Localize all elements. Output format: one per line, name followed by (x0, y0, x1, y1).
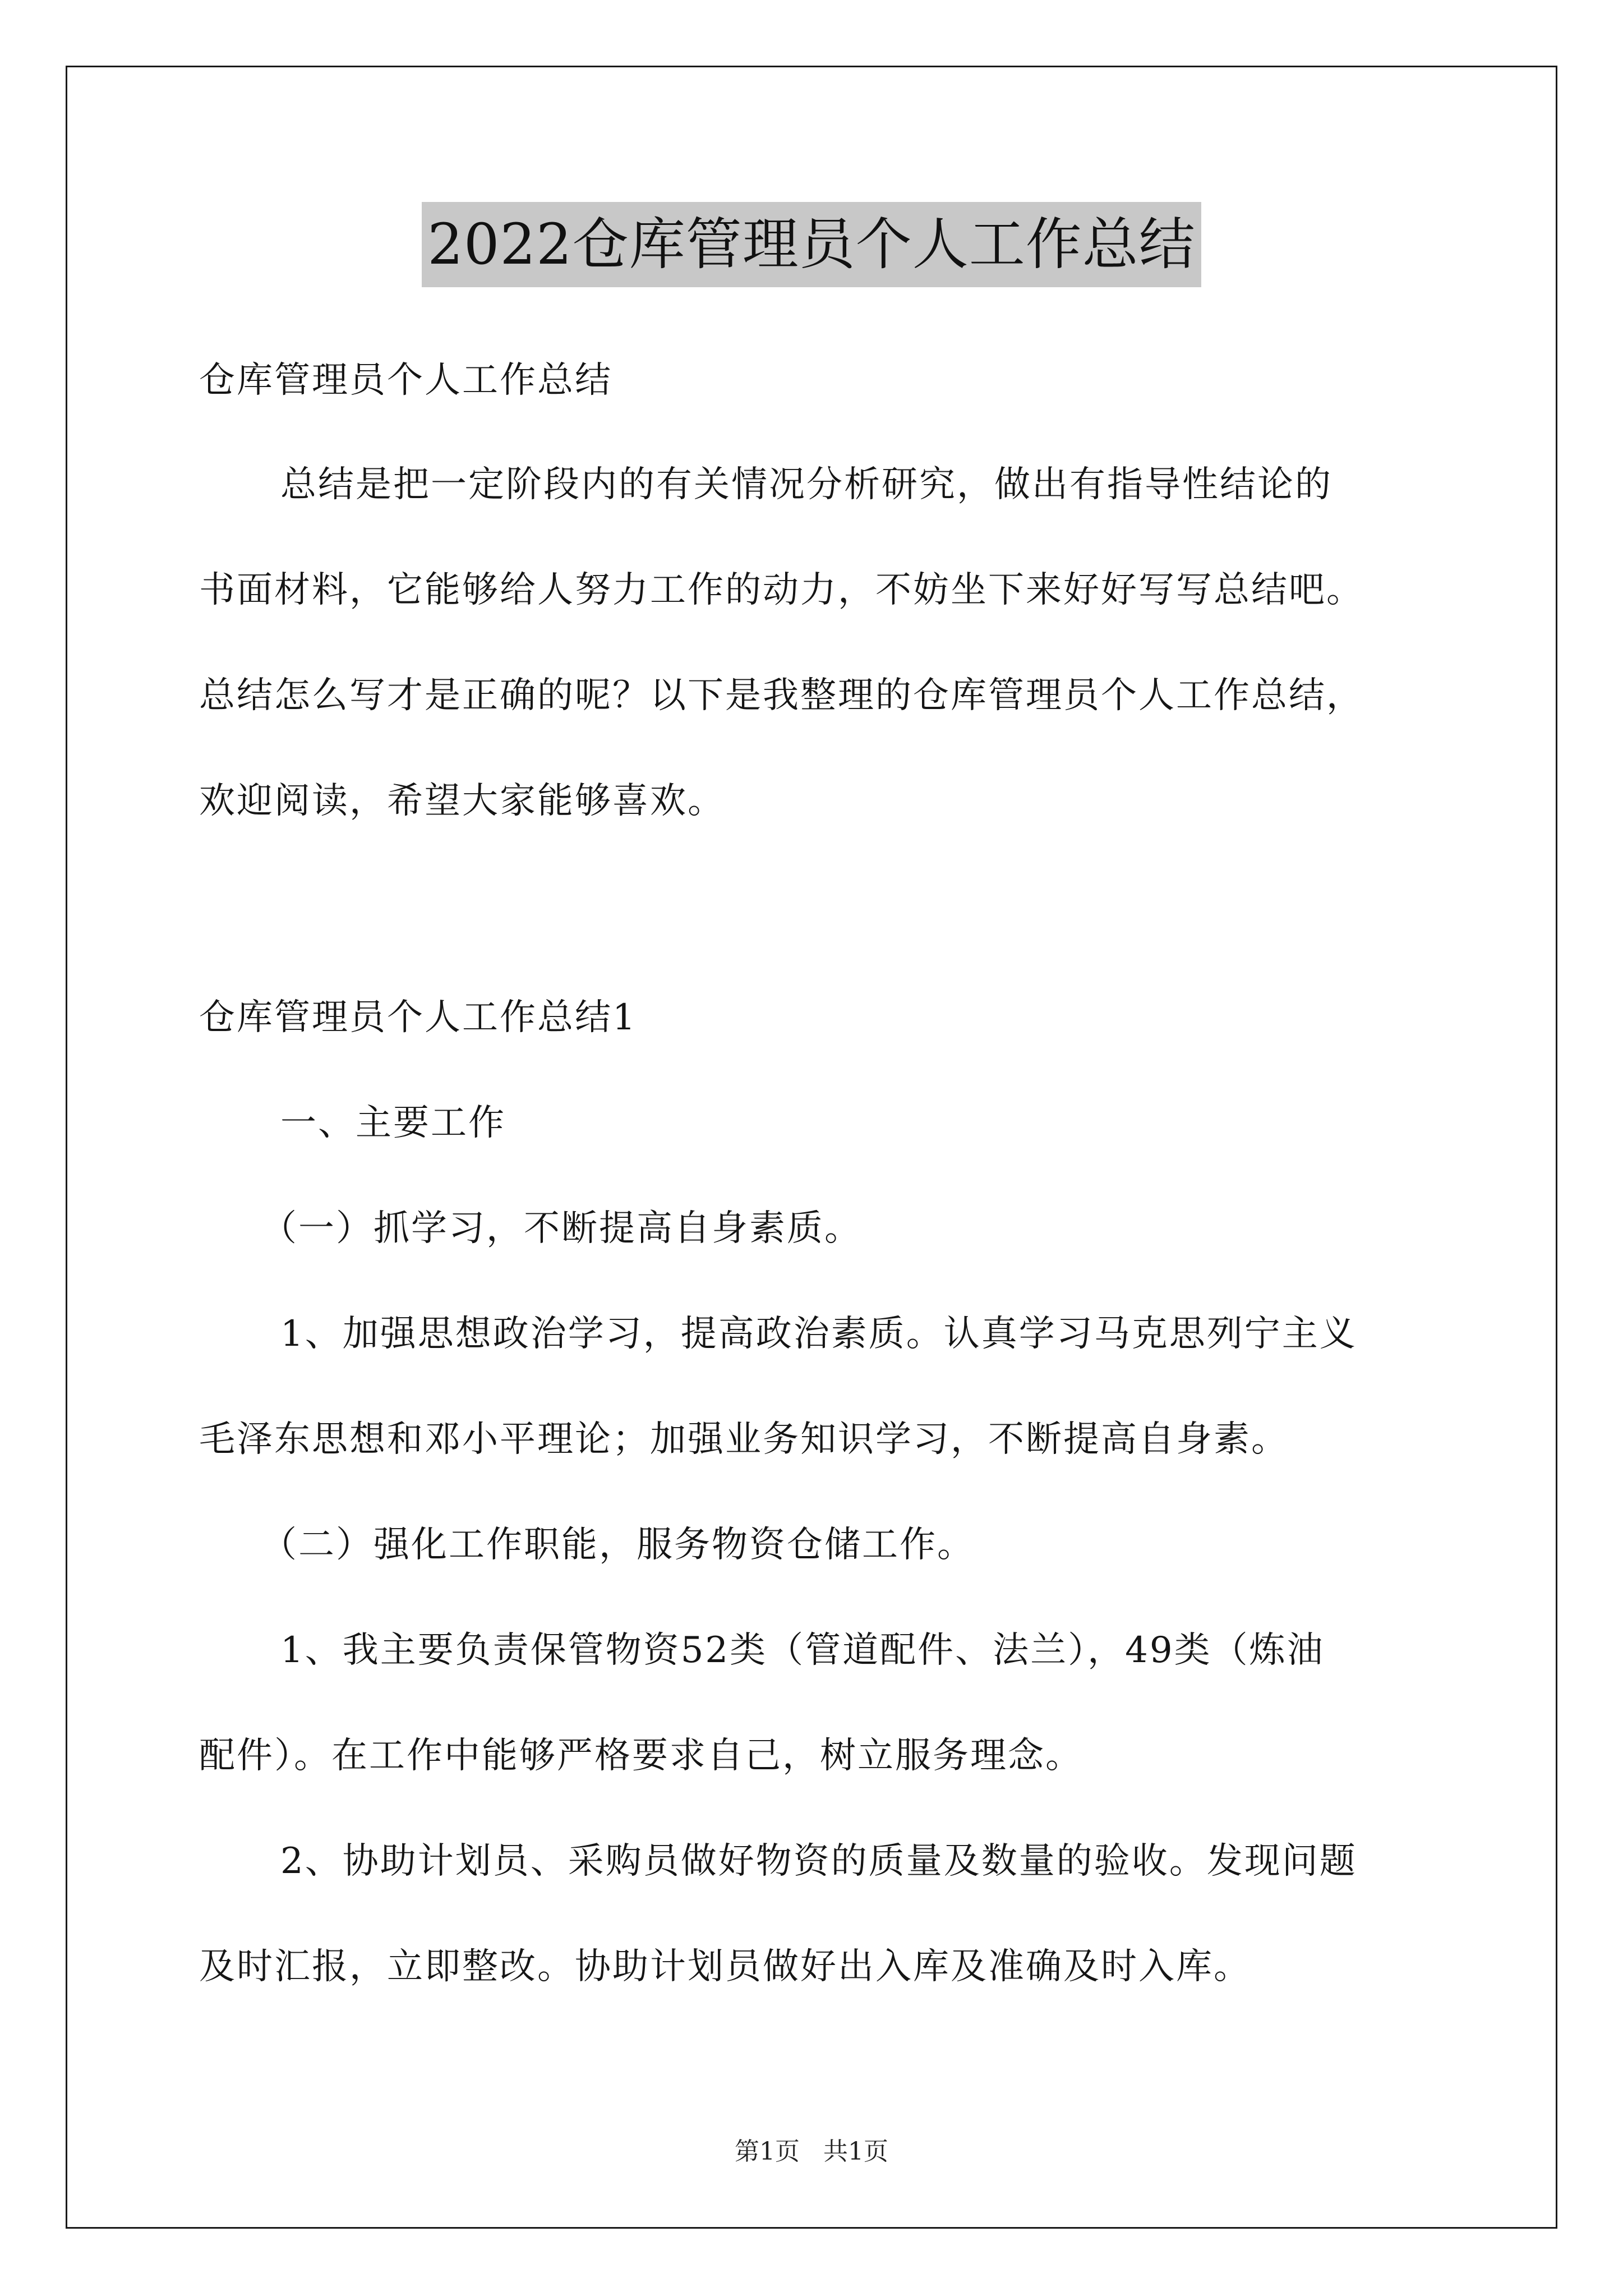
paragraph-line: 毛泽东思想和邓小平理论；加强业务知识学习，不断提高自身素。 (199, 1419, 1289, 1460)
subtitle-line: 仓库管理员个人工作总结 (199, 360, 612, 401)
title-container (0, 202, 1623, 287)
paragraph-line: 一、主要工作 (280, 1102, 506, 1144)
paragraph-line: 及时汇报，立即整改。协助计划员做好出入库及准确及时入库。 (199, 1946, 1251, 1987)
paragraph-line: 1、加强思想政治学习，提高政治素质。认真学习马克思列宁主义 (280, 1313, 1357, 1355)
paragraph-line: （二）强化工作职能，服务物资仓储工作。 (261, 1524, 975, 1566)
paragraph-line: 1、我主要负责保管物资52类（管道配件、法兰），49类（炼油 (280, 1630, 1325, 1671)
paragraph-line: （一）抓学习，不断提高自身素质。 (261, 1208, 862, 1249)
paragraph-line: 欢迎阅读，希望大家能够喜欢。 (199, 780, 725, 822)
paragraph-line: 配件）。在工作中能够严格要求自己，树立服务理念。 (199, 1735, 1083, 1777)
paragraph-line: 总结怎么写才是正确的呢？以下是我整理的仓库管理员个人工作总结， (199, 675, 1364, 716)
paragraph-line: 总结是把一定阶段内的有关情况分析研究，做出有指导性结论的 (280, 464, 1332, 505)
section-heading: 仓库管理员个人工作总结1 (199, 997, 637, 1038)
document-title: 2022仓库管理员个人工作总结 (422, 202, 1201, 287)
paragraph-line: 书面材料，它能够给人努力工作的动力，不妨坐下来好好写写总结吧。 (199, 569, 1364, 611)
paragraph-line: 2、协助计划员、采购员做好物资的质量及数量的验收。发现问题 (280, 1841, 1357, 1882)
page-footer: 第1页 共1页 (735, 2137, 888, 2166)
